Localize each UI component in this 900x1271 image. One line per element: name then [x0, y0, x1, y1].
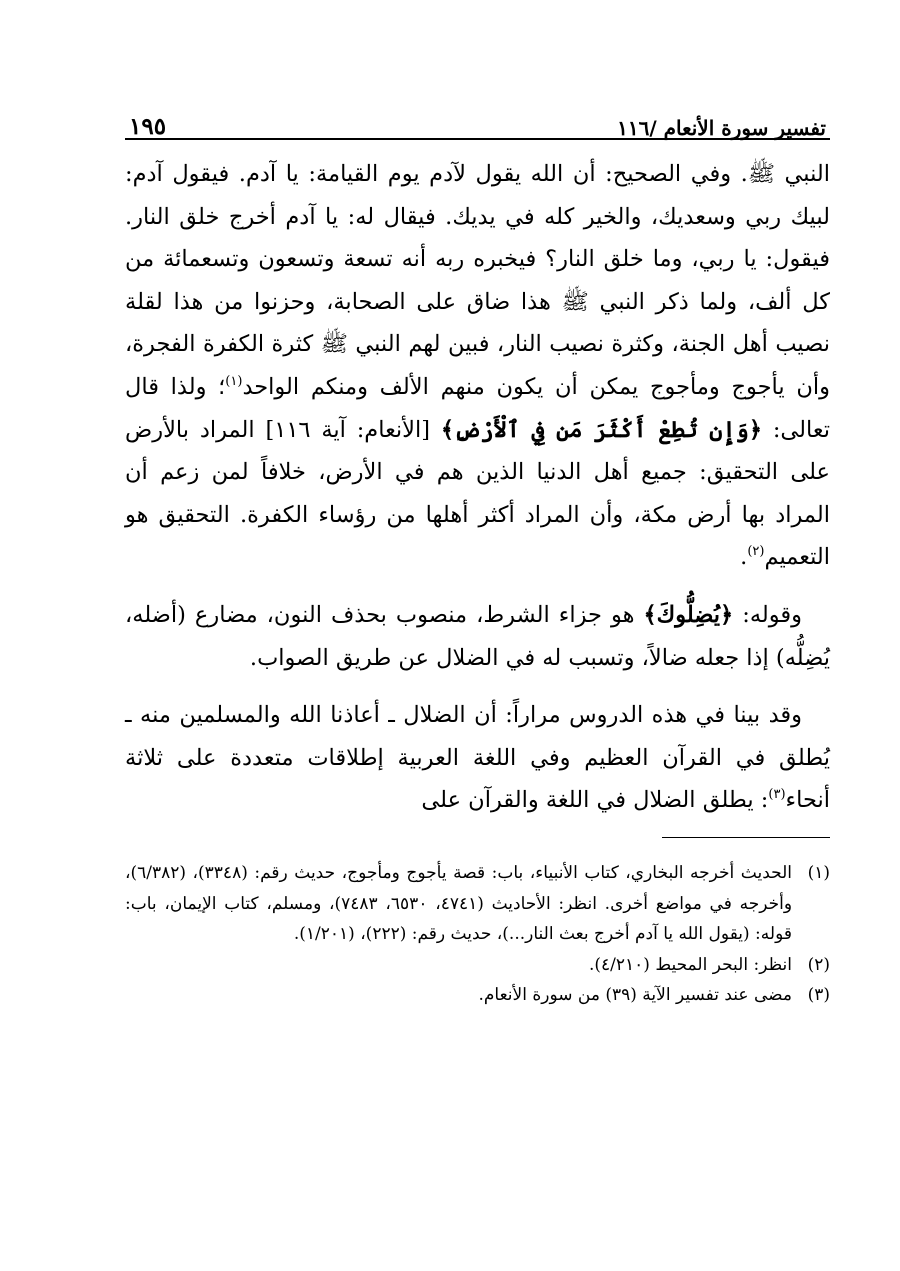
footnote-item — [125, 858, 830, 950]
footnote-ref: (٣) — [768, 787, 786, 803]
text-segment: هو جزاء الشرط، منصوب بحذف النون، مضارع (أضله، يُضِلُّه) إذا جعله ضالاً، وتسبب له في الضلال عن طريق الصواب. — [125, 601, 830, 671]
footnotes — [125, 858, 830, 1011]
footnote-number: (٢) — [807, 954, 830, 975]
quran-quote: ﴿وَإِن تُطِعْ أَكْثَرَ مَن فِي ٱلْأَرْضِ﴾ — [440, 416, 763, 443]
footnote-number: (١) — [807, 862, 830, 883]
text-segment: ؛ ولذا قال تعالى: — [125, 373, 830, 443]
page-number: ١٩٥ — [129, 113, 167, 140]
text-segment: وقوله: — [733, 601, 802, 628]
body-text — [125, 153, 830, 822]
running-head-title: تفسير سورة الأنعام /١١٦ — [617, 116, 826, 140]
text-segment: : يطلق الضلال في اللغة والقرآن على — [421, 787, 769, 814]
text-segment: . — [740, 544, 748, 571]
text-segment: النبي ﷺ. وفي الصحيح: أن الله يقول لآدم يوم القيامة: يا آدم. فيقول آدم: لبيك ربي وسعديك، والخير كله في يديك. فيقال له: يا آدم أخرج خلق النار. فيقول: يا ربي، وما خلق النار؟ فيخبره ربه أنه تسعة وتسعون وتسعمائة من كل ألف، ولما ذكر النبي ﷺ هذا ضاق على الصحابة، وحزنوا من هذا لقلة نصيب أهل الجنة، وكثرة نصيب النار، فبين لهم النبي ﷺ كثرة الكفرة الفجرة، وأن يأجوج ومأجوج يمكن أن يكون منهم الألف ومنكم الواحد — [125, 161, 831, 400]
paragraph-yudillouka — [125, 594, 830, 679]
footnote-ref: (٢) — [747, 544, 765, 560]
quran-quote: ﴿يُضِلُّوكَ﴾ — [643, 601, 734, 628]
footnote-item — [125, 950, 830, 981]
footnote-text: مضى عند تفسير الآية (٣٩) من سورة الأنعام. — [478, 985, 792, 1006]
book-page — [125, 100, 830, 1011]
footnote-text: انظر: البحر المحيط (٤/٢١٠). — [588, 954, 792, 975]
footnote-item — [125, 980, 830, 1011]
text-segment: [الأنعام: آية ١١٦] المراد بالأرض على التحقيق: جميع أهل الدنيا الذين هم في الأرض، خلافاً لمن زعم أن المراد بها أرض مكة، وأن المراد أكثر أهلها من رؤساء الكفرة. التحقيق هو التعميم — [125, 416, 830, 571]
paragraph-hadith — [125, 153, 830, 579]
running-head — [125, 100, 830, 140]
footnote-number: (٣) — [807, 985, 830, 1006]
text-segment: وقد بينا في هذه الدروس مراراً: أن الضلال ـ أعاذنا الله والمسلمين منه ـ يُطلق في القرآن العظيم وفي اللغة العربية إطلاقات متعددة على ثلاثة أنحاء — [125, 702, 830, 814]
paragraph-dalal — [125, 694, 830, 822]
footnote-ref: (١) — [225, 373, 243, 389]
footnote-divider — [662, 837, 830, 838]
footnote-text: الحديث أخرجه البخاري، كتاب الأنبياء، باب: قصة يأجوج ومأجوج، حديث رقم: (٣٣٤٨)، (٦/٣٨٢)، وأخرجه في مواضع أخرى. انظر: الأحاديث (٤٧٤١، ٦٥٣٠، ٧٤٨٣)، ومسلم، كتاب الإيمان، باب: قوله: (يقول الله يا آدم أخرج بعث النار...)، حديث رقم: (٢٢٢)، (١/٢٠١). — [125, 862, 793, 945]
